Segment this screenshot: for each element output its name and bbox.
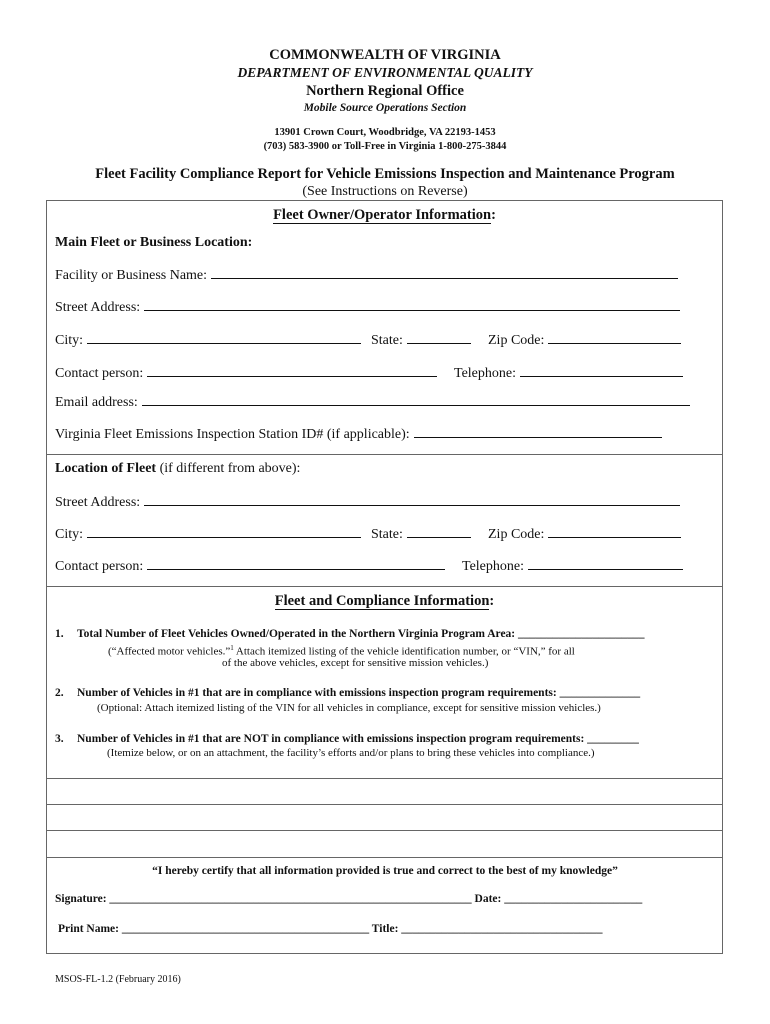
street-address-field[interactable]: Street Address: <box>55 297 680 317</box>
telephone-field[interactable]: Telephone: <box>454 363 683 383</box>
compliance-heading: Fleet and Compliance Information: <box>274 593 495 609</box>
form-id: MSOS-FL-1.2 (February 2016) <box>55 974 181 985</box>
agency-office: Northern Regional Office <box>306 83 464 99</box>
owner-operator-heading: Fleet Owner/Operator Information: <box>273 207 496 223</box>
agency-phone: (703) 583-3900 or Toll-Free in Virginia 1-800-275-3844 <box>263 141 507 152</box>
signature-date-field[interactable]: Signature: _______________________________________________________________ Date: ________________________ <box>55 893 643 905</box>
facility-name-field[interactable]: Facility or Business Name: <box>55 265 678 285</box>
form-title: Fleet Facility Compliance Report for Vehicle Emissions Inspection and Maintenance Program <box>95 166 675 182</box>
compliance-item-2-note: (Optional: Attach itemized listing of the VIN for all vehicles in compliance, except for sensitive mission vehicles.) <box>97 702 601 714</box>
certification-statement: “I hereby certify that all information provided is true and correct to the best of my knowledge” <box>152 865 618 877</box>
email-field[interactable]: Email address: <box>55 392 690 412</box>
zip-code-field[interactable]: Zip Code: <box>488 330 681 350</box>
form-subtitle: (See Instructions on Reverse) <box>302 184 468 199</box>
itemize-row-divider <box>46 830 723 831</box>
itemize-row-2[interactable] <box>48 806 721 829</box>
print-name-title-field[interactable]: Print Name: ___________________________________________ Title: ___________________________________ <box>58 923 603 935</box>
compliance-item-3-note: (Itemize below, or on an attachment, the facility’s efforts and/or plans to bring these vehicles into compliance.) <box>107 747 595 759</box>
fleet-location-heading: Location of Fleet (if different from above): <box>55 461 301 476</box>
contact-person-field[interactable]: Contact person: <box>55 363 437 383</box>
fleet-telephone-field[interactable]: Telephone: <box>462 556 683 576</box>
compliance-item-1-note-2: of the above vehicles, except for sensitive mission vehicles.) <box>222 657 489 669</box>
fleet-state-field[interactable]: State: <box>371 524 471 544</box>
agency-department: DEPARTMENT OF ENVIRONMENTAL QUALITY <box>237 65 533 80</box>
itemize-row-divider <box>46 857 723 858</box>
itemize-row-1[interactable] <box>48 780 721 803</box>
agency-address: 13901 Crown Court, Woodbridge, VA 22193-1453 <box>274 127 496 138</box>
compliance-item-1-note: (“Affected motor vehicles.”$^1$ Attach itemized listing of the vehicle identification number, or “VIN,” for all <box>108 644 575 658</box>
agency-commonwealth: COMMONWEALTH OF VIRGINIA <box>269 47 501 63</box>
agency-section: Mobile Source Operations Section <box>303 102 467 114</box>
fleet-zip-code-field[interactable]: Zip Code: <box>488 524 681 544</box>
fleet-street-address-field[interactable]: Street Address: <box>55 492 680 512</box>
state-field[interactable]: State: <box>371 330 471 350</box>
fleet-city-field[interactable]: City: <box>55 524 361 544</box>
itemize-row-divider <box>46 778 723 779</box>
city-field[interactable]: City: <box>55 330 361 350</box>
itemize-row-divider <box>46 804 723 805</box>
main-location-label: Main Fleet or Business Location: <box>55 235 253 250</box>
fleet-contact-person-field[interactable]: Contact person: <box>55 556 445 576</box>
station-id-field[interactable]: Virginia Fleet Emissions Inspection Station ID# (if applicable): <box>55 424 662 444</box>
itemize-row-3[interactable] <box>48 832 721 856</box>
